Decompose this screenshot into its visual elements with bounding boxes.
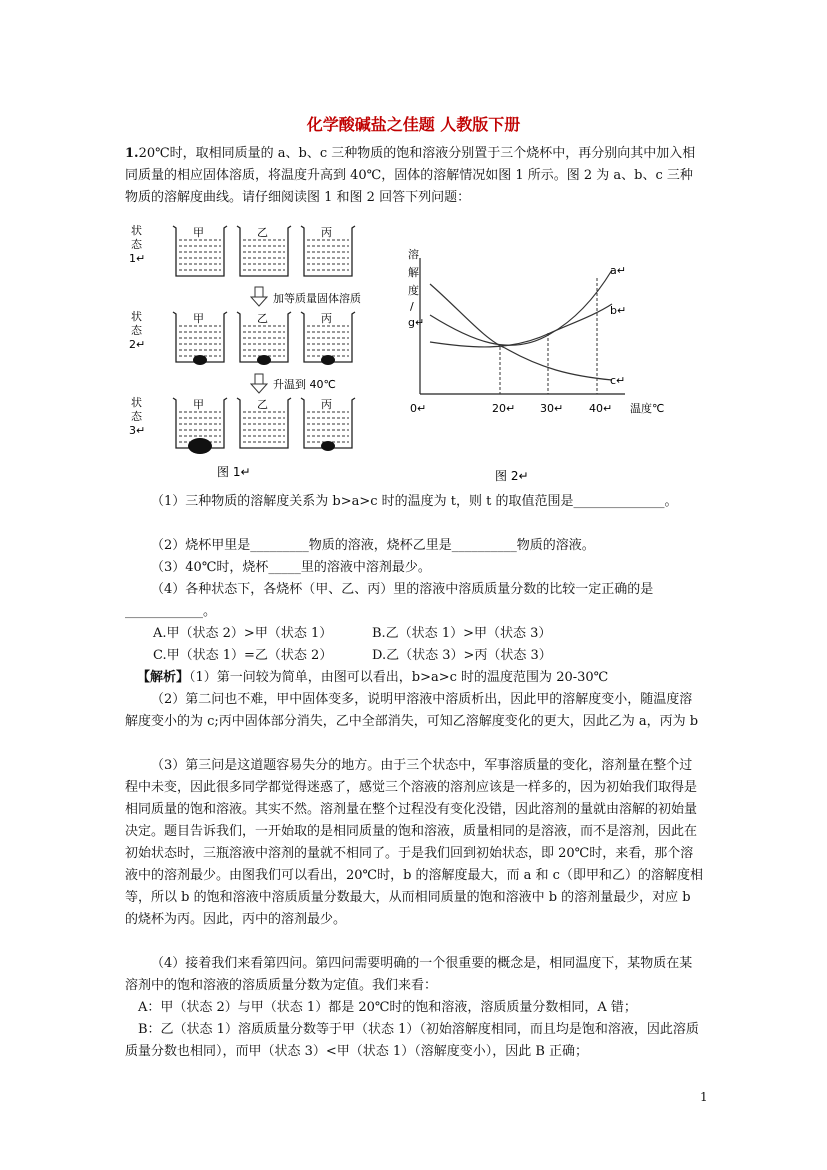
x-tick-0: 0↵ [410,402,427,415]
y-axis-label: 溶解度/ g↵ [408,248,425,329]
question-intro [125,143,705,209]
beaker [237,226,291,276]
option-a: A.甲（状态 2）>甲（状态 1） [153,626,333,641]
sub-question-4: （4）各种状态下，各烧杯（甲、乙、丙）里的溶液中溶质质量分数的比较一定正确的是____________。 [125,582,654,619]
beaker [301,312,355,365]
page-title: 化学酸碱盐之佳题 人教版下册 [306,115,521,134]
beaker [173,226,227,276]
analysis-2: （2）第二问也不难，甲中固体变多，说明甲溶液中溶质析出，因此甲的溶解度变小，随温度溶解度变小的为 c;丙中固体部分消失，乙中全部消失，可知乙溶解度变化的更大，因此乙为 a，丙为 b [125,692,699,729]
beaker-label: 甲 [193,312,204,325]
beaker-label: 丙 [321,312,332,325]
x-tick-20: 20↵ [492,402,516,415]
sub-question-2: （2）烧杯甲里是_________物质的溶液，烧杯乙里是__________物质的溶液。 [151,538,595,553]
solid-solute [321,441,335,451]
beaker-label: 甲 [193,398,204,411]
beaker-rows [173,226,355,454]
step-1-label: 加等质量固体溶质 [273,292,361,305]
solid-solute [193,355,207,365]
option-c: C.甲（状态 1）=乙（状态 2） [153,648,333,663]
option-d: D.乙（状态 3）>丙（状态 3） [372,648,552,663]
solid-solute [257,355,271,365]
analysis-4-a: A：甲（状态 2）与甲（状态 1）都是 20℃时的饱和溶液，溶质质量分数相同，A 错； [138,1000,637,1015]
solid-solute [188,438,212,454]
beaker-label: 乙 [257,312,268,325]
beaker-label: 丙 [321,398,332,411]
figure-2 [400,240,705,490]
beaker-label: 乙 [257,226,268,239]
question-intro-text: 20℃时，取相同质量的 a、b、c 三种物质的饱和溶液分别置于三个烧杯中，再分别向其中加入相同质量的相应固体溶质，将温度升高到 40℃，固体的溶解情况如图 1 所示。图 2 为 a、b、c 三种物质的溶解度曲线。请仔细阅读图 1 和图 2 回答下列问题： [125,146,696,205]
analysis-1-text: （1）第一问较为简单，由图可以看出，b>a>c 时的温度范围为 20-30℃ [189,670,609,685]
curve-label-a: a↵ [610,264,626,277]
beaker [301,398,355,451]
analysis-4: （4）接着我们来看第四问。第四问需要明确的一个很重要的概念是，相同温度下，某物质在某溶剂中的饱和溶液的溶质质量分数为定值。我们来看： [125,956,693,993]
beaker [237,312,291,365]
solid-solute [321,355,335,365]
step-2-label: 升温到 40℃ [273,378,336,391]
beaker [301,226,355,276]
state-3-label: 状态 3↵ [129,396,146,437]
beaker-label: 甲 [193,226,204,239]
analysis-4-b: B：乙（状态 1）溶质质量分数等于甲（状态 1）（初始溶解度相同，而且均是饱和溶液，因此溶质质量分数也相同），而甲（状态 3）<甲（状态 1）（溶解度变小），因此 B 正确； [125,1022,699,1059]
option-b: B.乙（状态 1）>甲（状态 3） [372,626,552,641]
figure-2-caption: 图 2↵ [495,469,529,483]
beaker-label: 丙 [321,226,332,239]
figure-1-caption: 图 1↵ [217,465,251,479]
curve-b [430,304,612,347]
arrow-2 [251,374,267,393]
arrow-1 [251,287,267,306]
state-1-label: 状态 1↵ [129,224,146,265]
figure-1 [125,218,385,490]
beaker [237,398,291,448]
x-tick-40: 40↵ [589,402,613,415]
analysis-1 [137,667,608,689]
analysis-tag: 【解析】 [137,670,190,685]
beaker-label: 乙 [257,398,268,411]
curve-label-b: b↵ [610,304,627,317]
state-2-label: 状态 2↵ [129,310,146,351]
question-number: 1. [125,146,139,161]
page-number: 1 [700,1090,708,1104]
sub-question-3: （3）40℃时，烧杯_____里的溶液中溶剂最少。 [151,560,431,575]
beaker [173,312,227,365]
curve-a [430,270,612,345]
analysis-3: （3）第三问是这道题容易失分的地方。由于三个状态中，军事溶质量的变化，溶剂量在整个过程中未变，因此很多同学都觉得迷惑了，感觉三个溶液的溶剂应该是一样多的，因为初始我们取得是相同质量的饱和溶液。其实不然。溶剂量在整个过程没有变化没错，因此溶剂的量就由溶解的初始量决定。题目告诉我们，一开始取的是相同质量的饱和溶液，质量相同的是溶液，而不是溶剂，因此在初始状态时，三瓶溶液中溶剂的量就不相同了。于是我们回到初始状态，即 20℃时，来看，那个溶液中的溶剂最少。由图我们可以看出，20℃时，b 的溶解度最大，而 a 和 c（即甲和乙）的溶解度相等，所以 b 的饱和溶液中溶质质量分数最大，从而相同质量的饱和溶液中 b 的溶剂量最少，对应 b 的烧杯为丙。因此，丙中的溶剂最少。 [125,758,703,927]
curve-c [430,284,612,380]
x-tick-30: 30↵ [540,402,564,415]
x-axis-label: 温度℃ [630,402,665,415]
curve-label-c: c↵ [610,374,626,387]
beaker [173,398,227,454]
sub-question-1: （1）三种物质的溶解度关系为 b>a>c 时的温度为 t，则 t 的取值范围是______________。 [151,494,678,509]
